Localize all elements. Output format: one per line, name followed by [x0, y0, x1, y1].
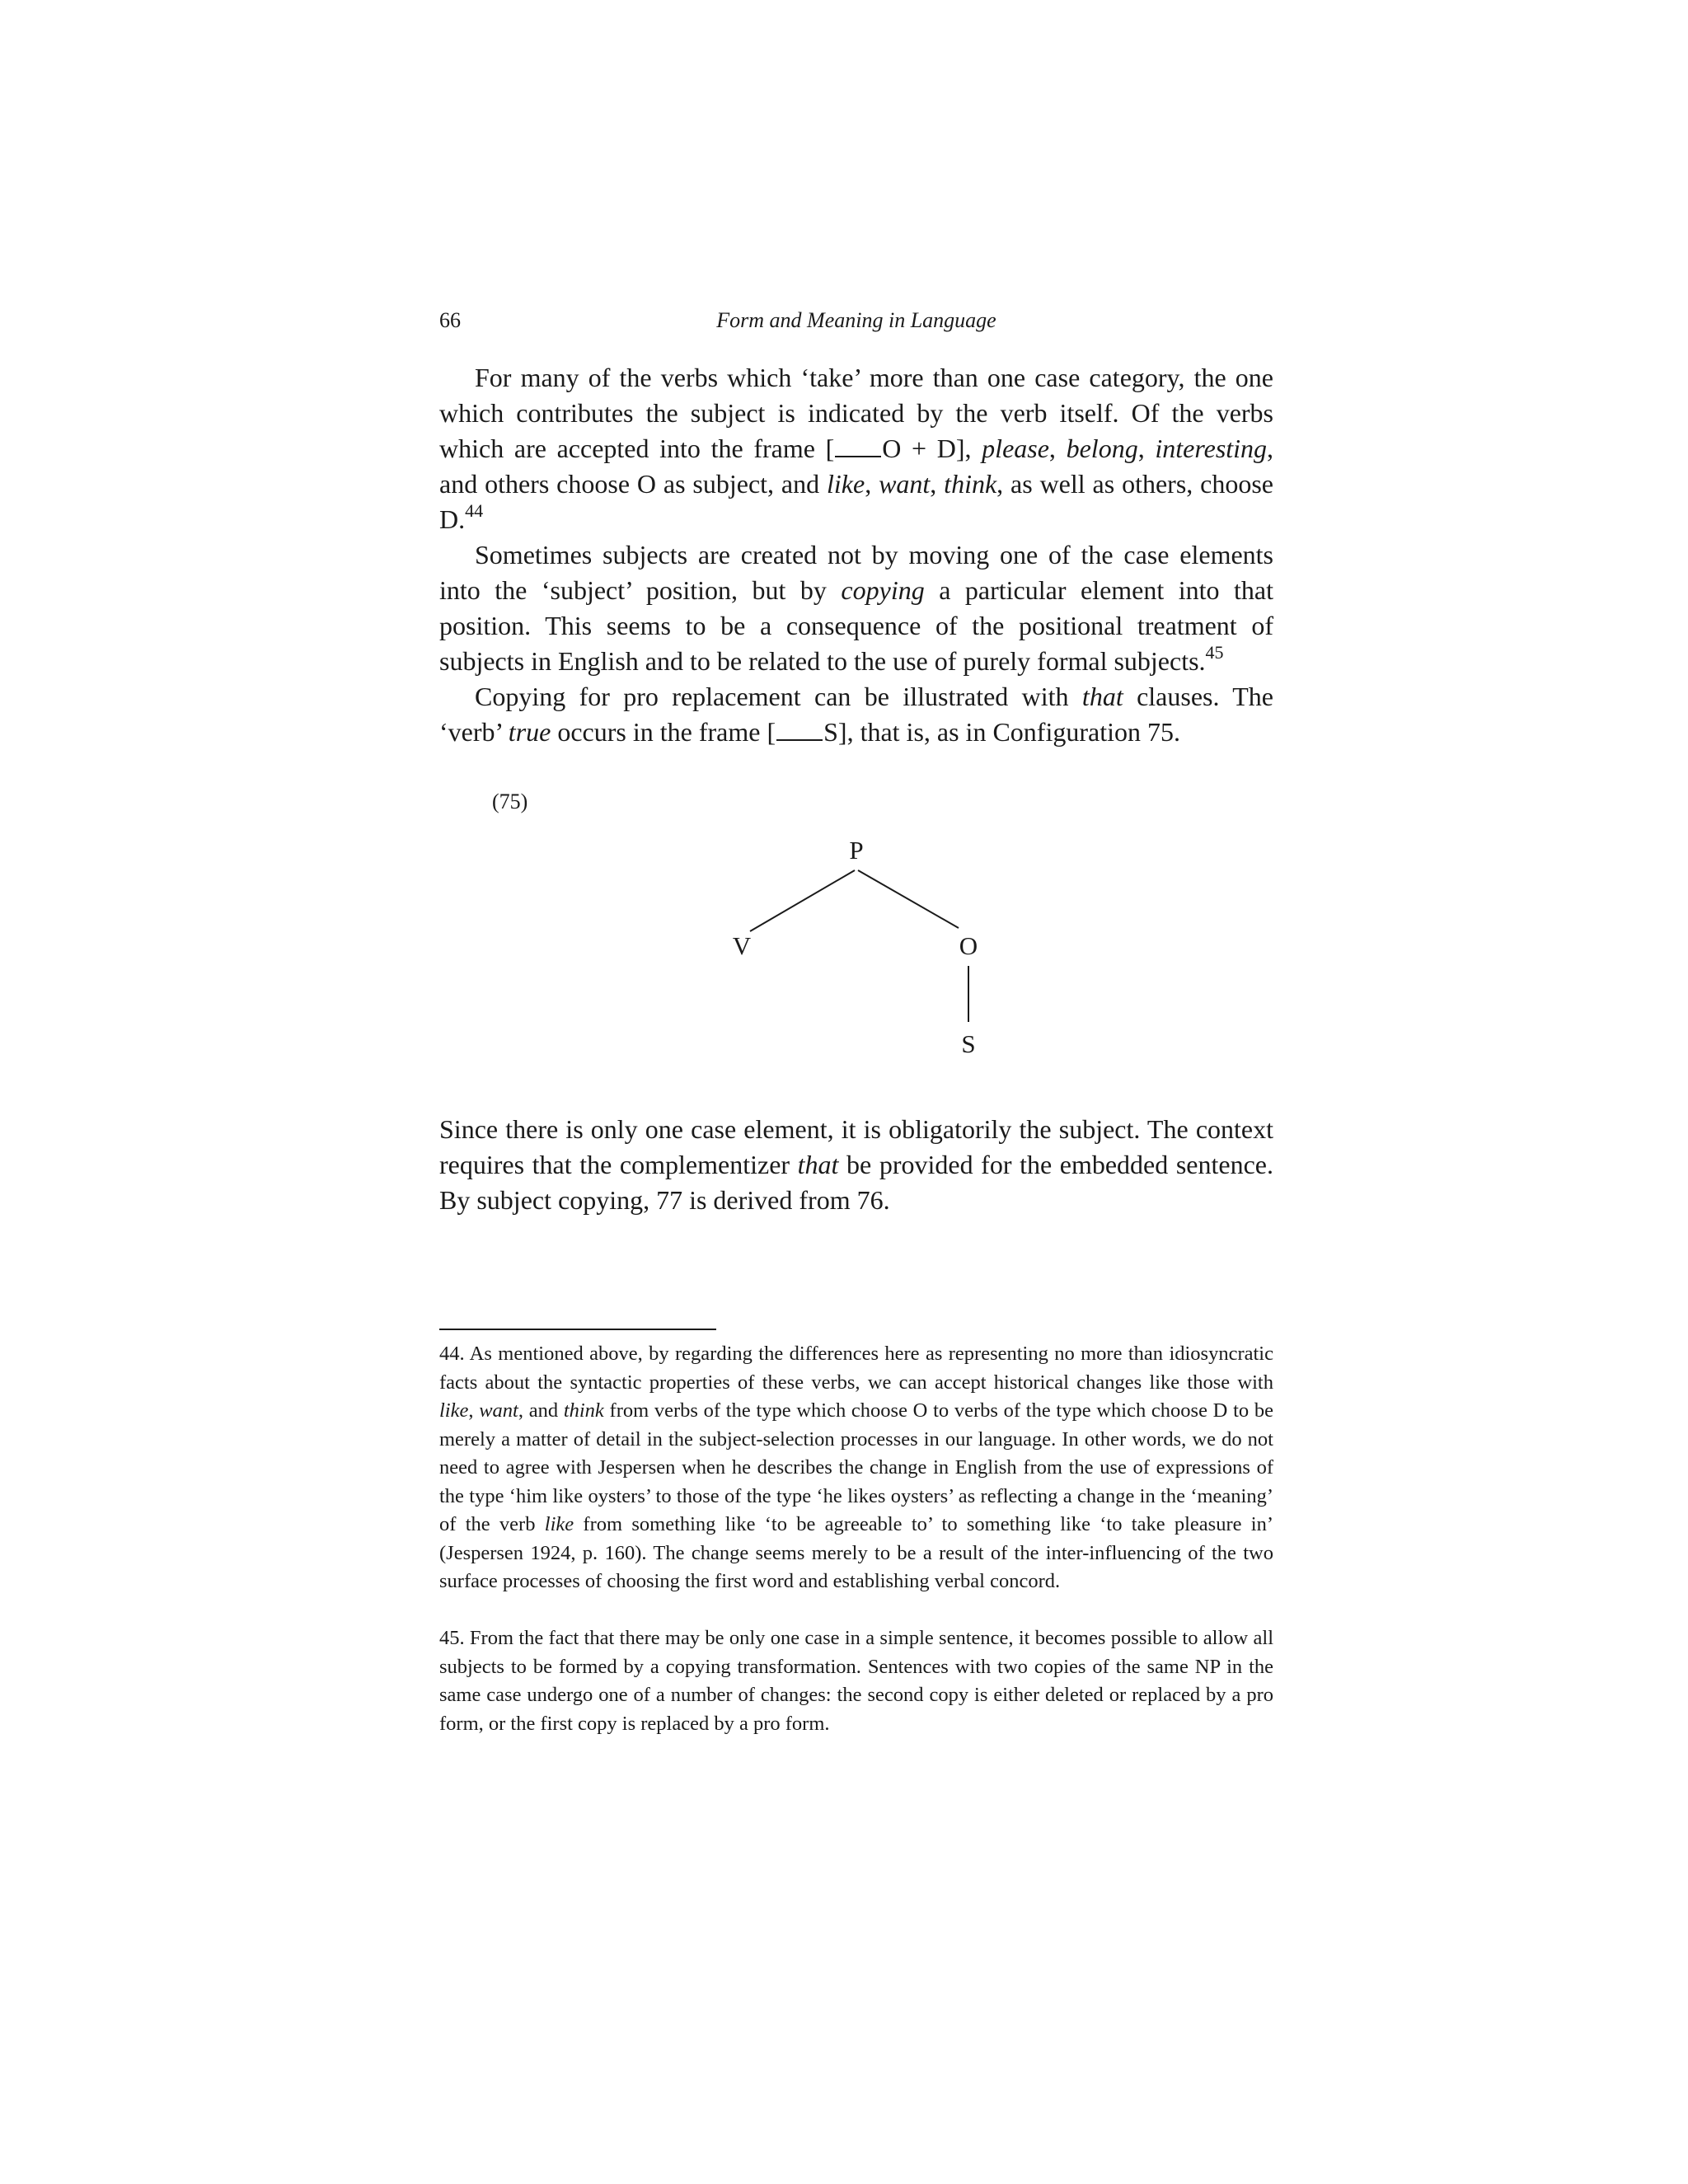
italic-term: true — [508, 717, 551, 747]
paragraph-3 — [439, 679, 1273, 750]
node-s: S — [961, 1029, 976, 1058]
italic-term: copying — [841, 575, 925, 605]
text: 45. From the fact that there may be only one case in a simple sentence, it becomes possible to allow all subjects to be formed by a copying transformation. Sentences with two copies of the same NP in the same case undergo one of a number of changes: the second copy is either deleted or replaced by a pro form, or the first copy is replaced by a pro form. — [439, 1627, 1273, 1735]
text: , and others choose O as subject, and — [439, 434, 1274, 499]
text: , — [1048, 434, 1067, 463]
italic-term: like — [827, 469, 865, 499]
text: , and — [518, 1399, 564, 1422]
text: 44. As mentioned above, by regarding the differences here as representing no more than idiosyncratic facts about the syntactic properties of these verbs, we can accept historical changes like those with — [439, 1343, 1273, 1394]
branch-p-o — [858, 870, 959, 928]
text: , — [865, 469, 879, 499]
italic-term: want — [879, 469, 931, 499]
running-title: Form and Meaning in Language — [716, 308, 996, 332]
branch-p-v — [750, 870, 855, 931]
footnote-44 — [439, 1340, 1273, 1596]
text: be provided for the embedded sentence. By subject copying, 77 is derived from 76. — [439, 1150, 1273, 1215]
text: , as well as others, choose D. — [439, 469, 1273, 534]
text: a particular element into that position. This seems to be a consequence of the positional treatment of subjects in English and to be related to the use of purely formal subjects. — [439, 575, 1274, 676]
text: For many of the verbs which ‘take’ more than one case category, the one which contributes the subject is indicated by the verb itself. Of the verbs which are accepted into the frame [ — [439, 363, 1273, 463]
text: O + D], — [882, 434, 982, 463]
italic-term: that — [1081, 682, 1123, 711]
footnote-rule — [439, 1329, 716, 1330]
footnote-45 — [439, 1624, 1273, 1738]
paragraph-2 — [439, 537, 1273, 679]
text: , — [468, 1399, 480, 1422]
node-v: V — [732, 931, 752, 960]
italic-term: interesting — [1155, 434, 1268, 463]
text: , — [1137, 434, 1156, 463]
node-o: O — [959, 931, 978, 960]
italic-term: think — [563, 1399, 604, 1422]
blank-slot — [776, 719, 823, 741]
text: Copying for pro replacement can be illustrated with — [475, 682, 1082, 711]
tree-diagram — [709, 824, 1006, 1071]
italic-term: like — [544, 1513, 574, 1535]
paragraph-1 — [439, 360, 1273, 537]
text: Since there is only one case element, it is obligatorily the subject. The context requires that the complementizer — [439, 1114, 1273, 1179]
text: Sometimes subjects are created not by moving one of the case elements into the ‘subject’ position, but by — [439, 540, 1273, 605]
text: from something like ‘to be agreeable to’ to something like ‘to take pleasure in’ (Jespersen 1924, p. 160). The change seems merely to be a result of the inter-influencing of the two surface processes of choosing the first word and establishing verbal concord. — [439, 1513, 1274, 1592]
italic-term: think — [944, 469, 997, 499]
footnote-ref: 44 — [465, 500, 484, 521]
figure-label: (75) — [492, 790, 528, 813]
italic-term: please — [982, 434, 1049, 463]
blank-slot — [835, 436, 881, 457]
text: clauses. The ‘verb’ — [439, 682, 1274, 747]
node-p: P — [849, 836, 864, 865]
italic-term: that — [797, 1150, 839, 1179]
footnote-ref: 45 — [1205, 642, 1224, 663]
paragraph-4 — [439, 1112, 1273, 1218]
running-head — [439, 308, 1273, 343]
page-number: 66 — [439, 308, 461, 332]
italic-term: belong — [1066, 434, 1138, 463]
italic-term: like — [439, 1399, 469, 1422]
italic-term: want — [479, 1399, 518, 1422]
text: S], that is, as in Configuration 75. — [823, 717, 1180, 747]
text: occurs in the frame [ — [551, 717, 776, 747]
text: , — [930, 469, 945, 499]
text: from verbs of the type which choose O to verbs of the type which choose D to be merely a matter of detail in the subject-selection processes in our language. In other words, we do not need to agree with Jespersen when he describes the change in English from the use of expressions of the type ‘him like oysters’ to those of the type ‘he likes oysters’ as reflecting a change in the ‘meaning’ of the verb — [439, 1399, 1273, 1535]
